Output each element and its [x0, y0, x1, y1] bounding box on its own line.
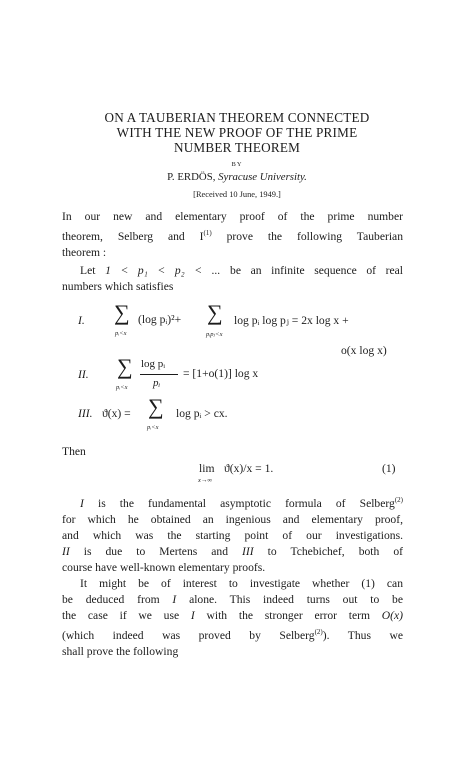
eq-III-label: III.: [78, 407, 93, 420]
received-date: [Received 10 June, 1949.]: [193, 190, 281, 199]
p3-line-4-a: (which indeed was proved by Selberg: [62, 628, 315, 642]
p2-line-1-text: is the fundamental asymptotic formula of Selberg: [83, 496, 395, 510]
let-line-2: numbers which satisfies: [62, 280, 174, 293]
eq-I-sum-1: ∑: [114, 300, 130, 325]
p3-line-1: It might be of interest to investigate whether (1) can: [80, 577, 403, 590]
eq-II-numerator: log pᵢ: [141, 358, 166, 370]
p2-II: II: [62, 544, 70, 558]
p3-error-term: O(x): [381, 609, 403, 622]
eq-II-sum: ∑: [117, 354, 133, 379]
eq-II-rhs: = [1+o(1)] log x: [183, 367, 259, 380]
p2-I: I: [80, 496, 84, 510]
p3-line-3: [62, 608, 403, 624]
p2-line-4: [62, 544, 403, 560]
intro-line-2-a: theorem, Selberg and I: [62, 229, 204, 243]
p2-line-4-d: to Tchebichef, both of: [253, 544, 403, 558]
p3-line-5: shall prove the following: [62, 644, 179, 658]
eq-III-lhs: ϑ(x) =: [102, 407, 131, 420]
ref-2a: (2): [394, 496, 403, 504]
author-line: [0, 171, 474, 183]
p2-line-3: and which was the starting point of our investigations.: [62, 528, 403, 542]
p3-line-3-a: the case if we use: [62, 609, 191, 622]
paragraph-3: [62, 576, 403, 660]
intro-line-2-b: prove the following Tauberian: [211, 229, 403, 243]
sequence-expr: 1 < p₁ < p₂ < ...: [105, 264, 221, 277]
p3-line-2-c: alone. This indeed turns out to be: [176, 593, 403, 606]
p2-line-2: for which he obtained an ingenious and elementary proof,: [62, 512, 403, 526]
then-label: Then: [62, 445, 86, 458]
author-name: P. ERDÖS,: [167, 171, 216, 183]
title-line-1: ON A TAUBERIAN THEOREM CONNECTED: [104, 110, 370, 125]
p3-line-2: [62, 592, 403, 608]
ref-1: (1): [203, 229, 212, 237]
p3-I-1: I: [172, 593, 177, 606]
paragraph-2: [62, 492, 403, 576]
eq-I-sum-2-index: pᵢpⱼ<x: [206, 331, 223, 338]
byline-label: BY: [231, 161, 243, 168]
intro-line-1: In our new and elementary proof of the prime number: [62, 210, 403, 223]
eq-I-term-2: log pᵢ log pⱼ = 2x log x +: [234, 314, 349, 327]
eq-II-label: II.: [78, 368, 89, 381]
eq-I-label: I.: [78, 314, 85, 327]
p3-line-4-end: ). Thus we: [322, 628, 403, 642]
eq-II-fraction-bar: [140, 374, 178, 375]
equation-number-1: (1): [382, 462, 396, 475]
p2-III: III: [242, 544, 254, 558]
eq-III-sum-index: pᵢ<x: [147, 424, 159, 431]
limit-word: lim: [199, 462, 215, 475]
p2-line-4-b: is due to Mertens and: [69, 544, 243, 558]
title-line-2: WITH THE NEW PROOF OF THE PRIME: [116, 125, 358, 140]
p3-line-3-c: with the stronger error term: [194, 609, 382, 622]
eq-III-sum: ∑: [148, 394, 164, 419]
let-word: Let: [80, 264, 106, 277]
eq-I-sum-2: ∑: [207, 300, 223, 325]
p2-line-1: [62, 492, 403, 512]
limit-subscript: x→∞: [198, 477, 213, 484]
eq-I-sum-1-index: pᵢ<x: [115, 330, 127, 337]
eq-III-rhs: log pᵢ > cx.: [176, 407, 228, 420]
title-line-3: NUMBER THEOREM: [173, 140, 300, 155]
p3-line-4: [62, 624, 403, 644]
let-line-1-end: be an infinite sequence of real: [220, 264, 403, 277]
limit-expression: ϑ(x)/x = 1.: [224, 462, 274, 475]
intro-line-3: theorem :: [62, 245, 107, 259]
intro-paragraph: [62, 209, 403, 261]
eq-II-sum-index: pᵢ<x: [116, 384, 128, 391]
intro-line-2: [62, 225, 403, 245]
p2-line-5: course have well-known elementary proofs.: [62, 560, 266, 574]
author-affiliation: Syracuse University.: [218, 171, 307, 183]
eq-II-denominator: pᵢ: [153, 377, 161, 389]
eq-I-tail: o(x log x): [341, 344, 387, 357]
p3-I-2: I: [190, 609, 195, 622]
eq-I-term-1: (log pᵢ)²+: [138, 313, 182, 326]
ref-2b: (2): [314, 628, 323, 636]
p3-line-2-a: be deduced from: [62, 593, 173, 606]
let-line-1: [62, 263, 403, 279]
let-paragraph: [62, 263, 403, 295]
